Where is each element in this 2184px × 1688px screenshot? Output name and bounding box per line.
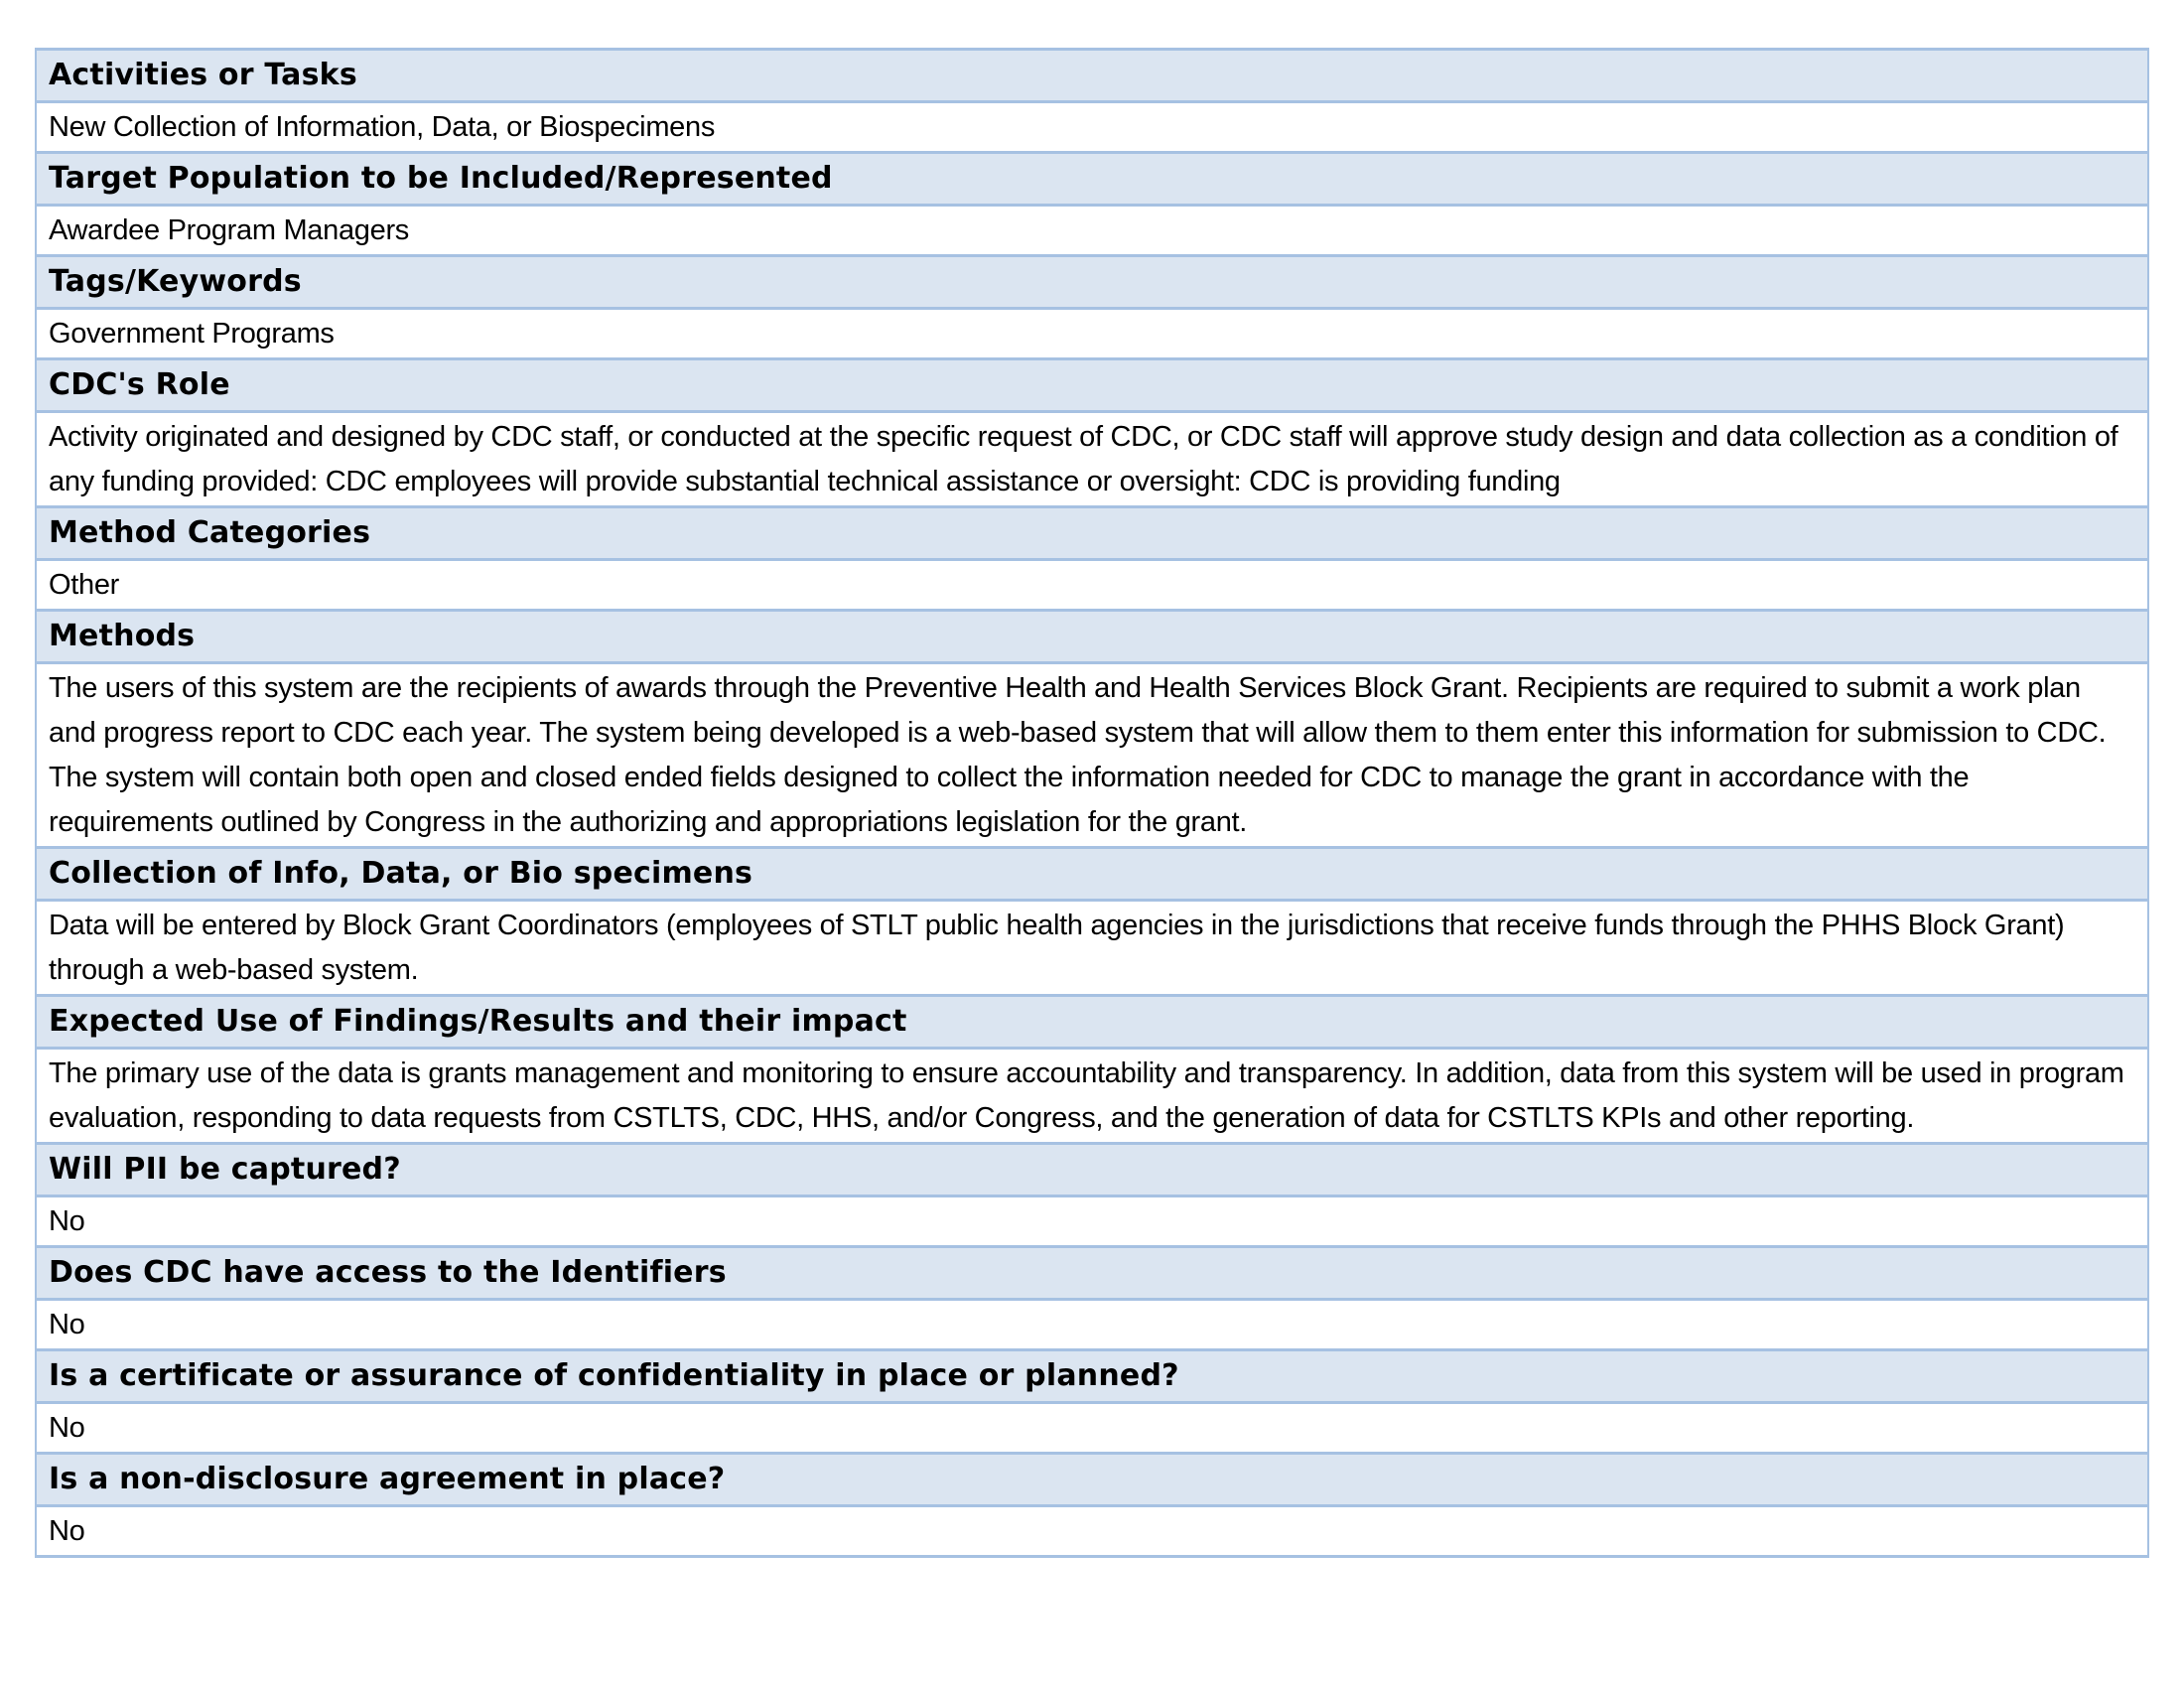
field-value-activities-or-tasks: New Collection of Information, Data, or Biospecimens <box>37 103 2147 154</box>
field-value-non-disclosure-agreement: No <box>37 1507 2147 1558</box>
field-value-cdc-access-to-identifiers: No <box>37 1301 2147 1351</box>
field-value-cdc-role: Activity originated and designed by CDC staff, or conducted at the specific request of CDC, or CDC staff will approve study design and data collection as a condition of any funding provided: CDC employees will provide substantial technical assistance or oversight: CDC is providing funding <box>37 413 2147 508</box>
field-label-certificate-of-confidentiality: Is a certificate or assurance of confidentiality in place or planned? <box>37 1351 2147 1404</box>
field-label-method-categories: Method Categories <box>37 508 2147 561</box>
field-label-methods: Methods <box>37 612 2147 664</box>
field-value-will-pii-be-captured: No <box>37 1197 2147 1248</box>
field-value-collection-of-info: Data will be entered by Block Grant Coordinators (employees of STLT public health agencies in the jurisdictions that receive funds through the PHHS Block Grant) through a web-based system. <box>37 902 2147 997</box>
field-value-method-categories: Other <box>37 561 2147 612</box>
field-label-tags-keywords: Tags/Keywords <box>37 257 2147 310</box>
field-label-cdc-access-to-identifiers: Does CDC have access to the Identifiers <box>37 1248 2147 1301</box>
field-value-methods: The users of this system are the recipients of awards through the Preventive Health and Health Services Block Grant. Recipients are required to submit a work plan and progress report to CDC each year. The system being developed is a web-based system that will allow them to them enter this information for submission to CDC. The system will contain both open and closed ended fields designed to collect the information needed for CDC to manage the grant in accordance with the requirements outlined by Congress in the authorizing and appropriations legislation for the grant. <box>37 664 2147 849</box>
field-label-activities-or-tasks: Activities or Tasks <box>37 51 2147 103</box>
field-value-expected-use-of-findings: The primary use of the data is grants management and monitoring to ensure accountability and transparency. In addition, data from this system will be used in program evaluation, responding to data requests from CSTLTS, CDC, HHS, and/or Congress, and the generation of data for CSTLTS KPIs and other reporting. <box>37 1050 2147 1145</box>
field-value-tags-keywords: Government Programs <box>37 310 2147 360</box>
field-label-cdc-role: CDC's Role <box>37 360 2147 413</box>
field-label-expected-use-of-findings: Expected Use of Findings/Results and their impact <box>37 997 2147 1050</box>
field-label-target-population: Target Population to be Included/Represented <box>37 154 2147 207</box>
field-value-target-population: Awardee Program Managers <box>37 207 2147 257</box>
field-label-collection-of-info: Collection of Info, Data, or Bio specimens <box>37 849 2147 902</box>
info-collection-details-table <box>35 48 2149 1558</box>
field-label-will-pii-be-captured: Will PII be captured? <box>37 1145 2147 1197</box>
field-value-certificate-of-confidentiality: No <box>37 1404 2147 1455</box>
field-label-non-disclosure-agreement: Is a non-disclosure agreement in place? <box>37 1455 2147 1507</box>
